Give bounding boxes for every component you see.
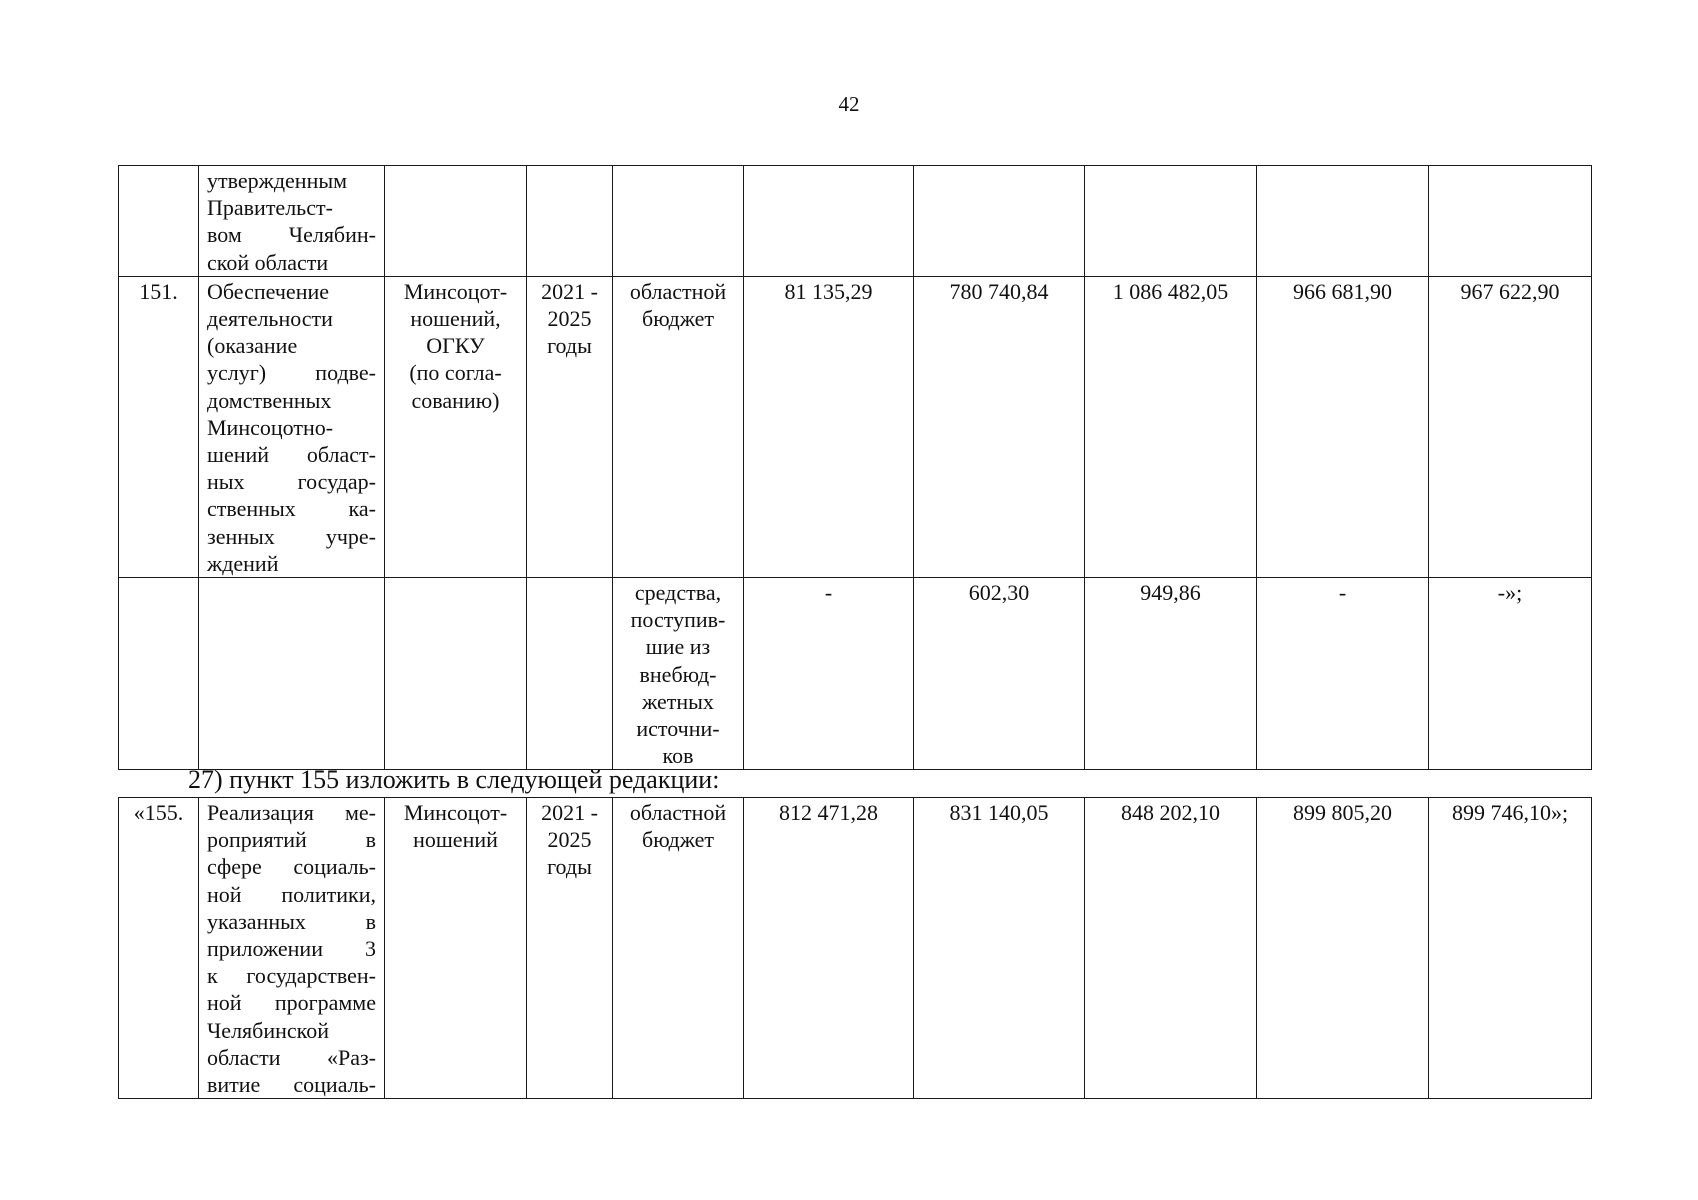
desc-line: Реализация ме- [207, 800, 376, 825]
desc-line: зенных учре- [207, 523, 376, 549]
cell-value-2021: - [744, 578, 914, 770]
cell-period: 2021 - 2025 годы [527, 798, 613, 1099]
desc-line: к государствен- [207, 963, 376, 989]
table-row-155 [119, 798, 1592, 1099]
cell-source: областной бюджет [613, 276, 744, 577]
page-number: 42 [838, 92, 860, 116]
cell-description [199, 276, 385, 577]
table-row-151-extra [119, 578, 1592, 770]
desc-line: витие социаль- [207, 1072, 376, 1098]
cell-period [527, 578, 613, 770]
amendment-text: 27) пункт 155 изложить в следующей редакции: [188, 765, 720, 794]
desc-line: вом Челябин- [207, 222, 376, 248]
desc-line: утвержденным [207, 168, 348, 193]
program-table-part-2 [118, 797, 1592, 1099]
cell-value-2023: 949,86 [1085, 578, 1257, 770]
cell-executor: Минсоцот- ношений, ОГКУ (по согла- сованию) [385, 276, 527, 577]
cell-source: областной бюджет [613, 798, 744, 1099]
cell-value-2023: 848 202,10 [1085, 798, 1257, 1099]
desc-line: ной программе [207, 990, 376, 1016]
cell-value-2025: 967 622,90 [1429, 276, 1592, 577]
desc-line: приложении 3 [207, 936, 376, 962]
cell-value-2023: 1 086 482,05 [1085, 276, 1257, 577]
cell-num [119, 166, 199, 277]
cell-value-2021: 812 471,28 [744, 798, 914, 1099]
cell-value-2022: 831 140,05 [914, 798, 1085, 1099]
desc-line: ственных ка- [207, 496, 376, 522]
desc-line: домственных [207, 387, 332, 413]
desc-line: ждений [207, 550, 279, 576]
cell-executor: Минсоцот- ношений [385, 798, 527, 1099]
cell-value-2025: 899 746,10»; [1429, 798, 1592, 1099]
cell-value-2025: -»; [1429, 578, 1592, 770]
cell-period: 2021 - 2025 годы [527, 276, 613, 577]
cell-source [613, 166, 744, 277]
desc-line: услуг) подве- [207, 360, 376, 386]
cell-description [199, 166, 385, 277]
desc-line: ных государ- [207, 469, 376, 495]
desc-line: области «Раз- [207, 1044, 376, 1070]
desc-line: Правительст- [207, 195, 333, 221]
desc-line: ской области [207, 249, 329, 275]
desc-line: (оказание [207, 333, 298, 359]
program-table-part-1 [118, 165, 1592, 770]
cell-value-2021 [744, 166, 914, 277]
desc-line: шений област- [207, 442, 376, 468]
desc-line: роприятий в [207, 827, 376, 853]
cell-description [199, 578, 385, 770]
cell-value-2022: 780 740,84 [914, 276, 1085, 577]
cell-value-2025 [1429, 166, 1592, 277]
desc-line: ной политики, [207, 881, 376, 907]
cell-description [199, 798, 385, 1099]
cell-value-2022 [914, 166, 1085, 277]
desc-line: деятельности [207, 306, 333, 332]
cell-value-2021: 81 135,29 [744, 276, 914, 577]
cell-value-2024: 966 681,90 [1257, 276, 1429, 577]
cell-value-2024: 899 805,20 [1257, 798, 1429, 1099]
cell-source: средства, поступив- шие из внебюд- жетных источни- ков [613, 578, 744, 770]
cell-value-2022: 602,30 [914, 578, 1085, 770]
desc-line: сфере социаль- [207, 854, 376, 880]
cell-value-2024: - [1257, 578, 1429, 770]
cell-period [527, 166, 613, 277]
cell-num: «155. [119, 798, 199, 1099]
cell-executor [385, 166, 527, 277]
cell-num: 151. [119, 276, 199, 577]
desc-line: Минсоцотно- [207, 414, 334, 440]
table-row-continued [119, 166, 1592, 277]
desc-line: Обеспечение [207, 278, 329, 304]
desc-line: Челябинской [207, 1017, 330, 1043]
table-row-151 [119, 276, 1592, 577]
cell-value-2024 [1257, 166, 1429, 277]
desc-line: указанных в [207, 908, 376, 934]
cell-num [119, 578, 199, 770]
cell-executor [385, 578, 527, 770]
cell-value-2023 [1085, 166, 1257, 277]
